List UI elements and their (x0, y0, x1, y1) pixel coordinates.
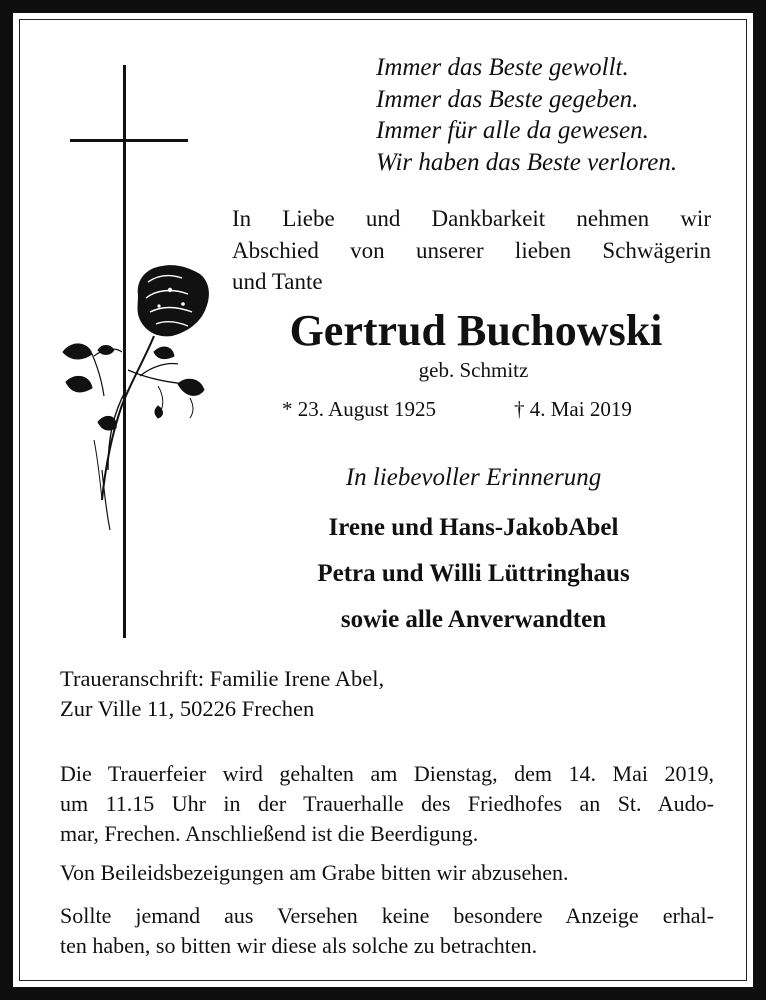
intro-line: und Tante (232, 269, 323, 294)
motto-verse (376, 52, 736, 178)
motto-line: Immer für alle da gewesen. (376, 117, 649, 144)
notice-paragraph (60, 901, 714, 961)
birth-name: geb. Schmitz (418, 358, 529, 382)
condolence-line: Von Beileidsbezeigungen am Grabe bitten wir abzusehen. (60, 860, 569, 885)
birth-date: * 23. August 1925 (282, 397, 437, 421)
death-date: † 4. Mai 2019 (514, 397, 632, 421)
address-line: Zur Ville 11, 50226 Frechen (60, 696, 315, 721)
mourner-line: sowie alle Anverwandten (340, 606, 607, 633)
mourners-list (232, 505, 715, 643)
rose-icon (63, 265, 209, 530)
life-dates (282, 396, 682, 422)
memory-heading: In liebevoller Erinnerung (345, 464, 602, 491)
notice-line: ten haben, so bitten wir diese als solche zu betrachten. (60, 933, 538, 958)
ceremony-line: um 11.15 Uhr in der Trauerhalle des Friedhofes an St. Audo- (60, 791, 714, 816)
ceremony-line: mar, Frechen. Anschließend ist die Beerdigung. (60, 821, 479, 846)
condolence-paragraph (60, 858, 714, 888)
mourner-line: Petra und Willi Lüttringhaus (317, 560, 630, 587)
mourner-line: Irene und Hans-JakobAbel (328, 514, 619, 541)
intro-line: Abschied von unserer lieben Schwägerin (232, 237, 711, 263)
cross-and-rose-ornament (58, 60, 218, 645)
intro-text (232, 203, 711, 298)
notice-line: Sollte jemand aus Versehen keine besondere Anzeige erhal- (60, 903, 714, 928)
intro-line: In Liebe und Dankbarkeit nehmen wir (232, 206, 711, 231)
mourning-address (60, 664, 710, 724)
deceased-name: Gertrud Buchowski (289, 306, 663, 355)
address-line: Traueranschrift: Familie Irene Abel, (60, 666, 385, 691)
motto-line: Immer das Beste gewollt. (376, 54, 629, 81)
ceremony-paragraph (60, 759, 714, 849)
motto-line: Immer das Beste gegeben. (376, 85, 639, 113)
ceremony-line: Die Trauerfeier wird gehalten am Dienstag, dem 14. Mai 2019, (60, 761, 714, 786)
motto-line: Wir haben das Beste verloren. (376, 148, 678, 176)
